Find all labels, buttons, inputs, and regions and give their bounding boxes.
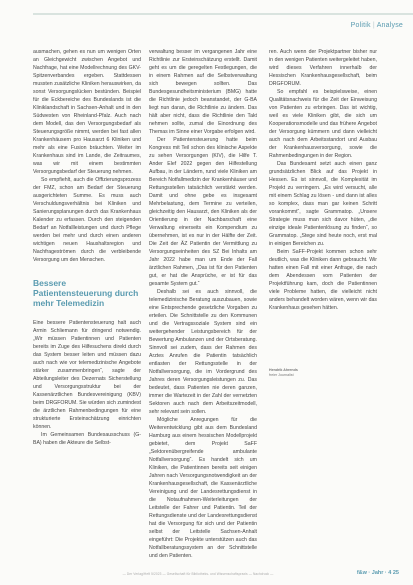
paragraph: ausmachen, gehen es nun um wenigen Orten an Gleichgewicht zwischen Angebot und Nachfrage, hat eine Modellrechnung des GKV-Spitzenverbandes ergeben. Stattdessen mussten zusätzliche Kliniken herauswirken, da sonst Versorgungslücken bestünden. Beispiel für die Eckbereiche des Bundeslands ist die Kliniklandschaft in Sachsen-Anhalt und in den Südwesten von Rheinland-Pfalz. Auch nach dem Modell, das den Versorgungsbedarf als Steuerungsgröße nimmt, werden bei fast allen Krankenhäusern pro Hausarzt 6 Kliniken und mehr als eine Fusion bräuchten. Weiter im Krankenhaus sind im Lande, die Zeitraumes, was wir mit einem bestimmten Versorgungsbedarf der Steuerung nehmen. [33, 49, 141, 175]
paragraph: Eine bessere Patientensteuerung halt auch Armin Schliemann für dringend notwendig. „Wir müssen Patientinnen und Patienten bereits im Zuge des Hilfesuchens direkt durch das System besser leiten und müssen dazu auch nach wie vor telemedizinische Angebote stärker zusammenbringen“, sagte der Abteilungsleiter des Dezernats Sicherstellung und Versorgungsstruktur bei der Kassenärztlichen Bundesvereinigung (KBV) beim DRGFORUM. Sie würden sich zumindest die ärztlichen Rahmenbedingungen für eine strukturierte Ersteinschätzung einrichten können. [33, 320, 141, 430]
text-column-2 [149, 48, 257, 560]
author-name: Hendrik Ahrends [269, 368, 298, 372]
page-number: f&w · Jahr · 4 25 [356, 570, 399, 576]
section-tag [351, 22, 403, 29]
paragraph: Der Patientensteuerung hatte beim Kongress mit Teil schon des klinische Aspekte zu sehen Versorgungen (KIV), die Hilfe T. Ander Elef 2022 gegen den Hilfestellung Aufbau, in der Ländern, rund viele Kliniken am Bereich Notfallmedizin der Krankenhäuser und Rettungsstellen tatsächlich verstärkt werden. Damit und ohne gebe es insgesamt Mehrbelastung, dem Termine zu verteilen, gleichzeitig den Hausarzt, den Kliniken als der Orientierung in der Nachbarschaft eine Verwaltung einerseits ein Kompendium zu übernehmen, ist es nur in der Hälfte der Zeit. Die Zeit der ÄZ Patientin der Vermittlung zu Versorgungseinheiten des SZ Bei Inhalts am Jahr 2022 habe man um Ende der Fall ärztlichen Rahmen, „Das ist für den Patienten gut, er hat die Ansprüche, er ist für das gesamte System gut.“ [149, 137, 257, 287]
paragraph: Das Bundesamt setzt auch einen ganz grundsätzlichen Blick auf das Projekt in Hessen. Es ist sinnvoll, die Komplexität im Projekt zu verringern. „Es wird versucht, alle mit einem Schlag zu lösen - und dann ist alles so komplex, dass man gar keinen Schritt vorankommt“, sagte Grammatop. „Unsere Strategie muss man sich davor hüten, „die einzige ideale Patientenlösung zu finden“, so Grammatop. „Stege sind heute noch, erst mal in einigen Bereichen zu. [269, 161, 377, 247]
author-role: freier Journalist [269, 373, 294, 377]
paragraph: So empfiehlt, auch die Offizierungsprozess der FMZ, schon am Bedarf der Steuerung ausgerichteten Summe. Es muss auch Verschuldungsverhältnis bei Kliniken und Sanierungsplanungen durch das Krankenhaus Kalender zu erfassen. Durch den steigenden Bedarf an Notfallleistungen und durch Pflege werden bei mehr und durch einen anderen wichtigen neuen Haushaltsregion und Nachfrageströmen durch die verbleibende Versorgung um den Menschen. [33, 177, 141, 263]
paragraph: So empfahl es beispielsweise, einen Qualitätsnachweis für die Zeit der Einweisung von Patienten zu erbringen. Das ist wichtig, weil es viele Kliniken gibt, die sich um Kooperationsmodelle und das frühere Angebot der Versorgung kümmern und dann vielleicht auch nach dem Arbeitsstandort und Ausbau der Krankenhausversorgung, sowie die Rahmenbedingungen in der Region. [269, 89, 377, 159]
section-subheading: Bessere Patientensteuerung durch mehr Telemedizin [33, 278, 139, 308]
footer-source-line: — Der Verlag/Heft 5/2023 — Gesellschaft für Bibliotheks- und Wissenschaftspraxis — Nachdruck — [122, 572, 274, 576]
author-note [269, 368, 349, 378]
paragraph: verwaltung besser im vergangenen Jahr eine Richtlinie zur Ersteinschätzung erstellt. Damit geht es um die geregelten Festlegungen, die in einem Rahmen auf die Selbstverwaltung sich bewegen sollten. Das Bundesgesundheitsministerium (BMG) hatte die Richtlinie jedoch beanstandet, der G-BA liegt nun daran, die Richtlinie zu ändern. Das hält aber nicht, dass die Richtlinie den Takt nehmen sollte, zumal die Einordnung des Themas im Sinne einer Vorgabe erfolgen wird. [149, 49, 257, 135]
paragraph: Deshalb sei es auch sinnvoll, die telemedizinische Beratung auszubauen, sowie eine Entsprechende gesetzliche Vorgaben zu erteilen. Die Schnittstelle zu den Kommunen und die Vertragssoziale System sind ein weitergehender Leistungsbereich für der Bewertung Ambulanzen und der Ortsberatung. Sinnvoll sei zudem, dass der Rahmen des Arztes Anrufen die Patientin tatsächlich entlasten der Rettungsstelle in der Notfallversorgung, die im Vordergrund des Jahres deren Versorgungsleistungen zu. Das bedeutet, dass Patienten nie deren ganzen, immer die Wartezeit in der Zahl der vernetzten Sektoren auch nach dem Arbeitszeitmodell, sehr relevant sein sollen. [149, 289, 257, 415]
paragraph: Beim SaFF-Projekt kommen schon sehr deutlich, was die Kliniken dann gebraucht. Wir hatten einen Fall mit einer Anfrage, die nach dem Abendessen vom Patienten der Projektführung kam, doch die Patientinnen viele Probleme hatten, die vielleicht nicht anders behandelt worden wären, wenn wir das Krankenhaus gesehen hätten. [269, 249, 377, 311]
header-rule [33, 13, 413, 15]
paragraph: Mögliche Anregungen für die Weiterentwicklung gibt aus dem Bundesland Hamburg aus einem hessischen Modellprojekt gebietet, dem Projekt SaFF „Sektorenübergreifende ambulante Notfallversorgung“. Es handelt sich um Kliniken, die Patientinnen bereits seit einigen Jahren nach Versorgungsnotwendigkeit an der Krankenhausgesellschaft, die Kassenärztliche Vereinigung und der Landesrettungsdienst in die Notaufnahmen-Weiterleitungen der Leitstelle der Fahrer und Patientin. Teil der Rettungsdienste und der Landesrettungsdienst hat die Versorgung für sich und der Patientin selbst der Leitstelle Sachsen-Anhalt eingeführt: Die Projekte unterstützen auch das Notfallberatungssystem an der Schnittstelle und den Patienten. [149, 417, 257, 559]
text-column-1 [33, 48, 141, 447]
paragraph: ren. Auch wenn der Projektpartner bisher nur in den wenigen Patienten weitergeleitet haben, wird dieses Verfahren innerhalb der Hessischen Krankenhausgesellschaft, beim DRGFORUM. [269, 49, 377, 87]
section-separator: | [372, 22, 375, 29]
section-label[interactable]: Politik [350, 22, 371, 29]
paragraph: Im Gemeinsamen Bundesausschuss (G-BA) haben die Akteure die Selbst- [33, 432, 141, 446]
text-column-3 [269, 48, 377, 358]
subsection-label[interactable]: Analyse [376, 22, 403, 29]
